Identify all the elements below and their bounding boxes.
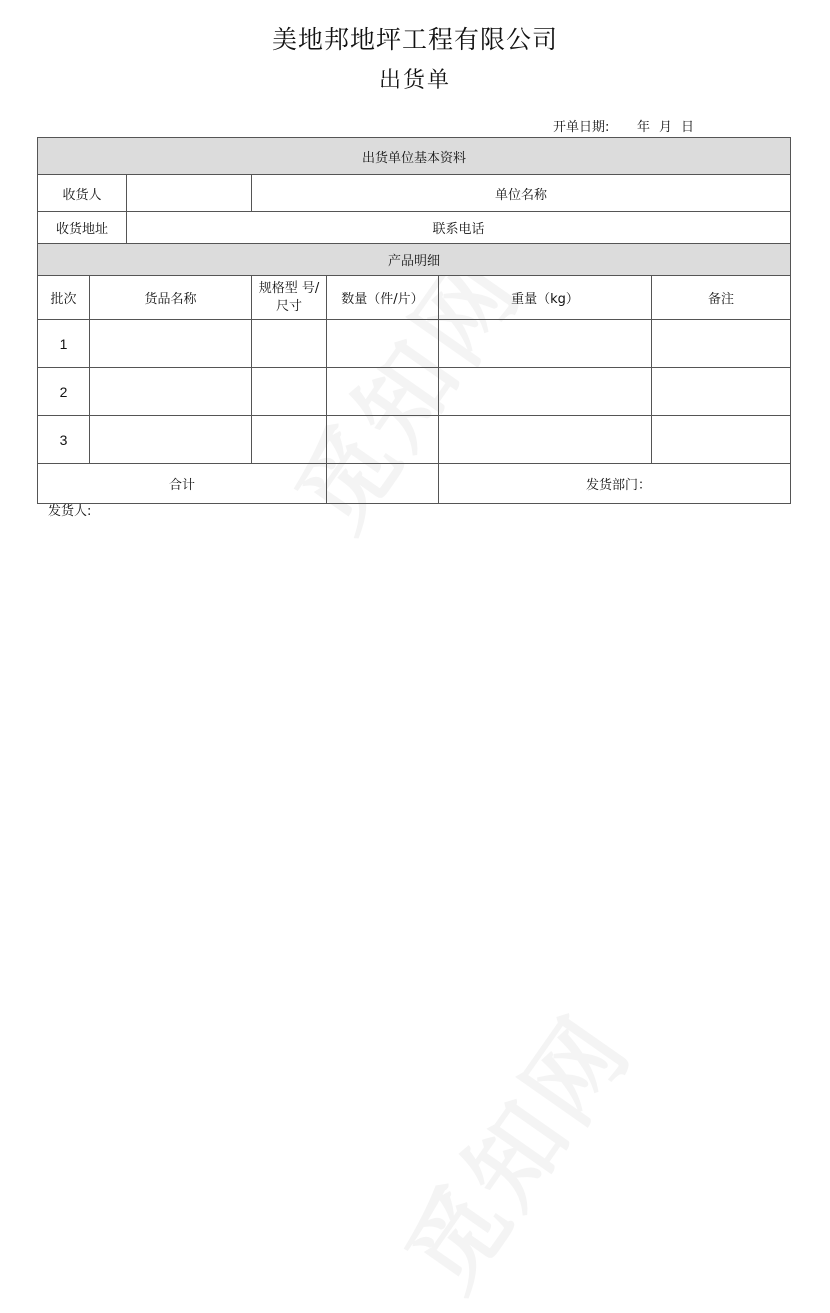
consignee-section-title: 出货单位基本资料 <box>38 138 791 175</box>
quantity-cell[interactable] <box>327 368 439 416</box>
goods-name-cell[interactable] <box>90 416 252 464</box>
table-row <box>38 320 791 368</box>
shipper-label: 发货人: <box>48 504 92 519</box>
receiver-field[interactable] <box>127 175 252 212</box>
col-batch: 批次 <box>38 276 90 320</box>
spec-cell[interactable] <box>252 416 327 464</box>
delivery-form <box>37 137 791 504</box>
col-remark: 备注 <box>652 276 791 320</box>
phone-label: 联系电话 <box>127 212 791 244</box>
batch-cell: 1 <box>38 320 90 368</box>
goods-name-cell[interactable] <box>90 368 252 416</box>
receiver-label: 收货人 <box>38 175 127 212</box>
issue-date <box>553 116 694 135</box>
unit-name-label: 单位名称 <box>252 175 791 212</box>
quantity-cell[interactable] <box>327 416 439 464</box>
batch-cell: 3 <box>38 416 90 464</box>
product-section-title: 产品明细 <box>38 244 791 276</box>
company-name: 美地邦地坪工程有限公司 <box>271 25 558 54</box>
goods-name-cell[interactable] <box>90 320 252 368</box>
total-quantity-cell[interactable] <box>327 464 439 504</box>
shipping-dept-label: 发货部门： <box>439 464 791 504</box>
table-row <box>38 368 791 416</box>
col-spec-line2: 尺寸 <box>275 298 302 314</box>
weight-cell[interactable] <box>439 416 652 464</box>
issue-date-label: 开单日期: <box>553 120 610 135</box>
col-weight: 重量（kg） <box>439 276 652 320</box>
batch-cell: 2 <box>38 368 90 416</box>
col-quantity: 数量（件/片） <box>327 276 439 320</box>
remark-cell[interactable] <box>652 416 791 464</box>
col-goods-name: 货品名称 <box>90 276 252 320</box>
weight-cell[interactable] <box>439 368 652 416</box>
spec-cell[interactable] <box>252 368 327 416</box>
weight-cell[interactable] <box>439 320 652 368</box>
remark-cell[interactable] <box>652 320 791 368</box>
watermark-bottom <box>369 984 657 1313</box>
month-label: 月 <box>659 120 673 135</box>
table-row <box>38 416 791 464</box>
col-spec <box>252 276 327 320</box>
total-label: 合计 <box>38 464 327 504</box>
document-title: 出货单 <box>378 68 451 93</box>
col-spec-line1: 规格型 号/ <box>258 280 320 296</box>
address-label: 收货地址 <box>38 212 127 244</box>
day-label: 日 <box>681 120 695 135</box>
quantity-cell[interactable] <box>327 320 439 368</box>
remark-cell[interactable] <box>652 368 791 416</box>
year-label: 年 <box>637 120 651 135</box>
spec-cell[interactable] <box>252 320 327 368</box>
